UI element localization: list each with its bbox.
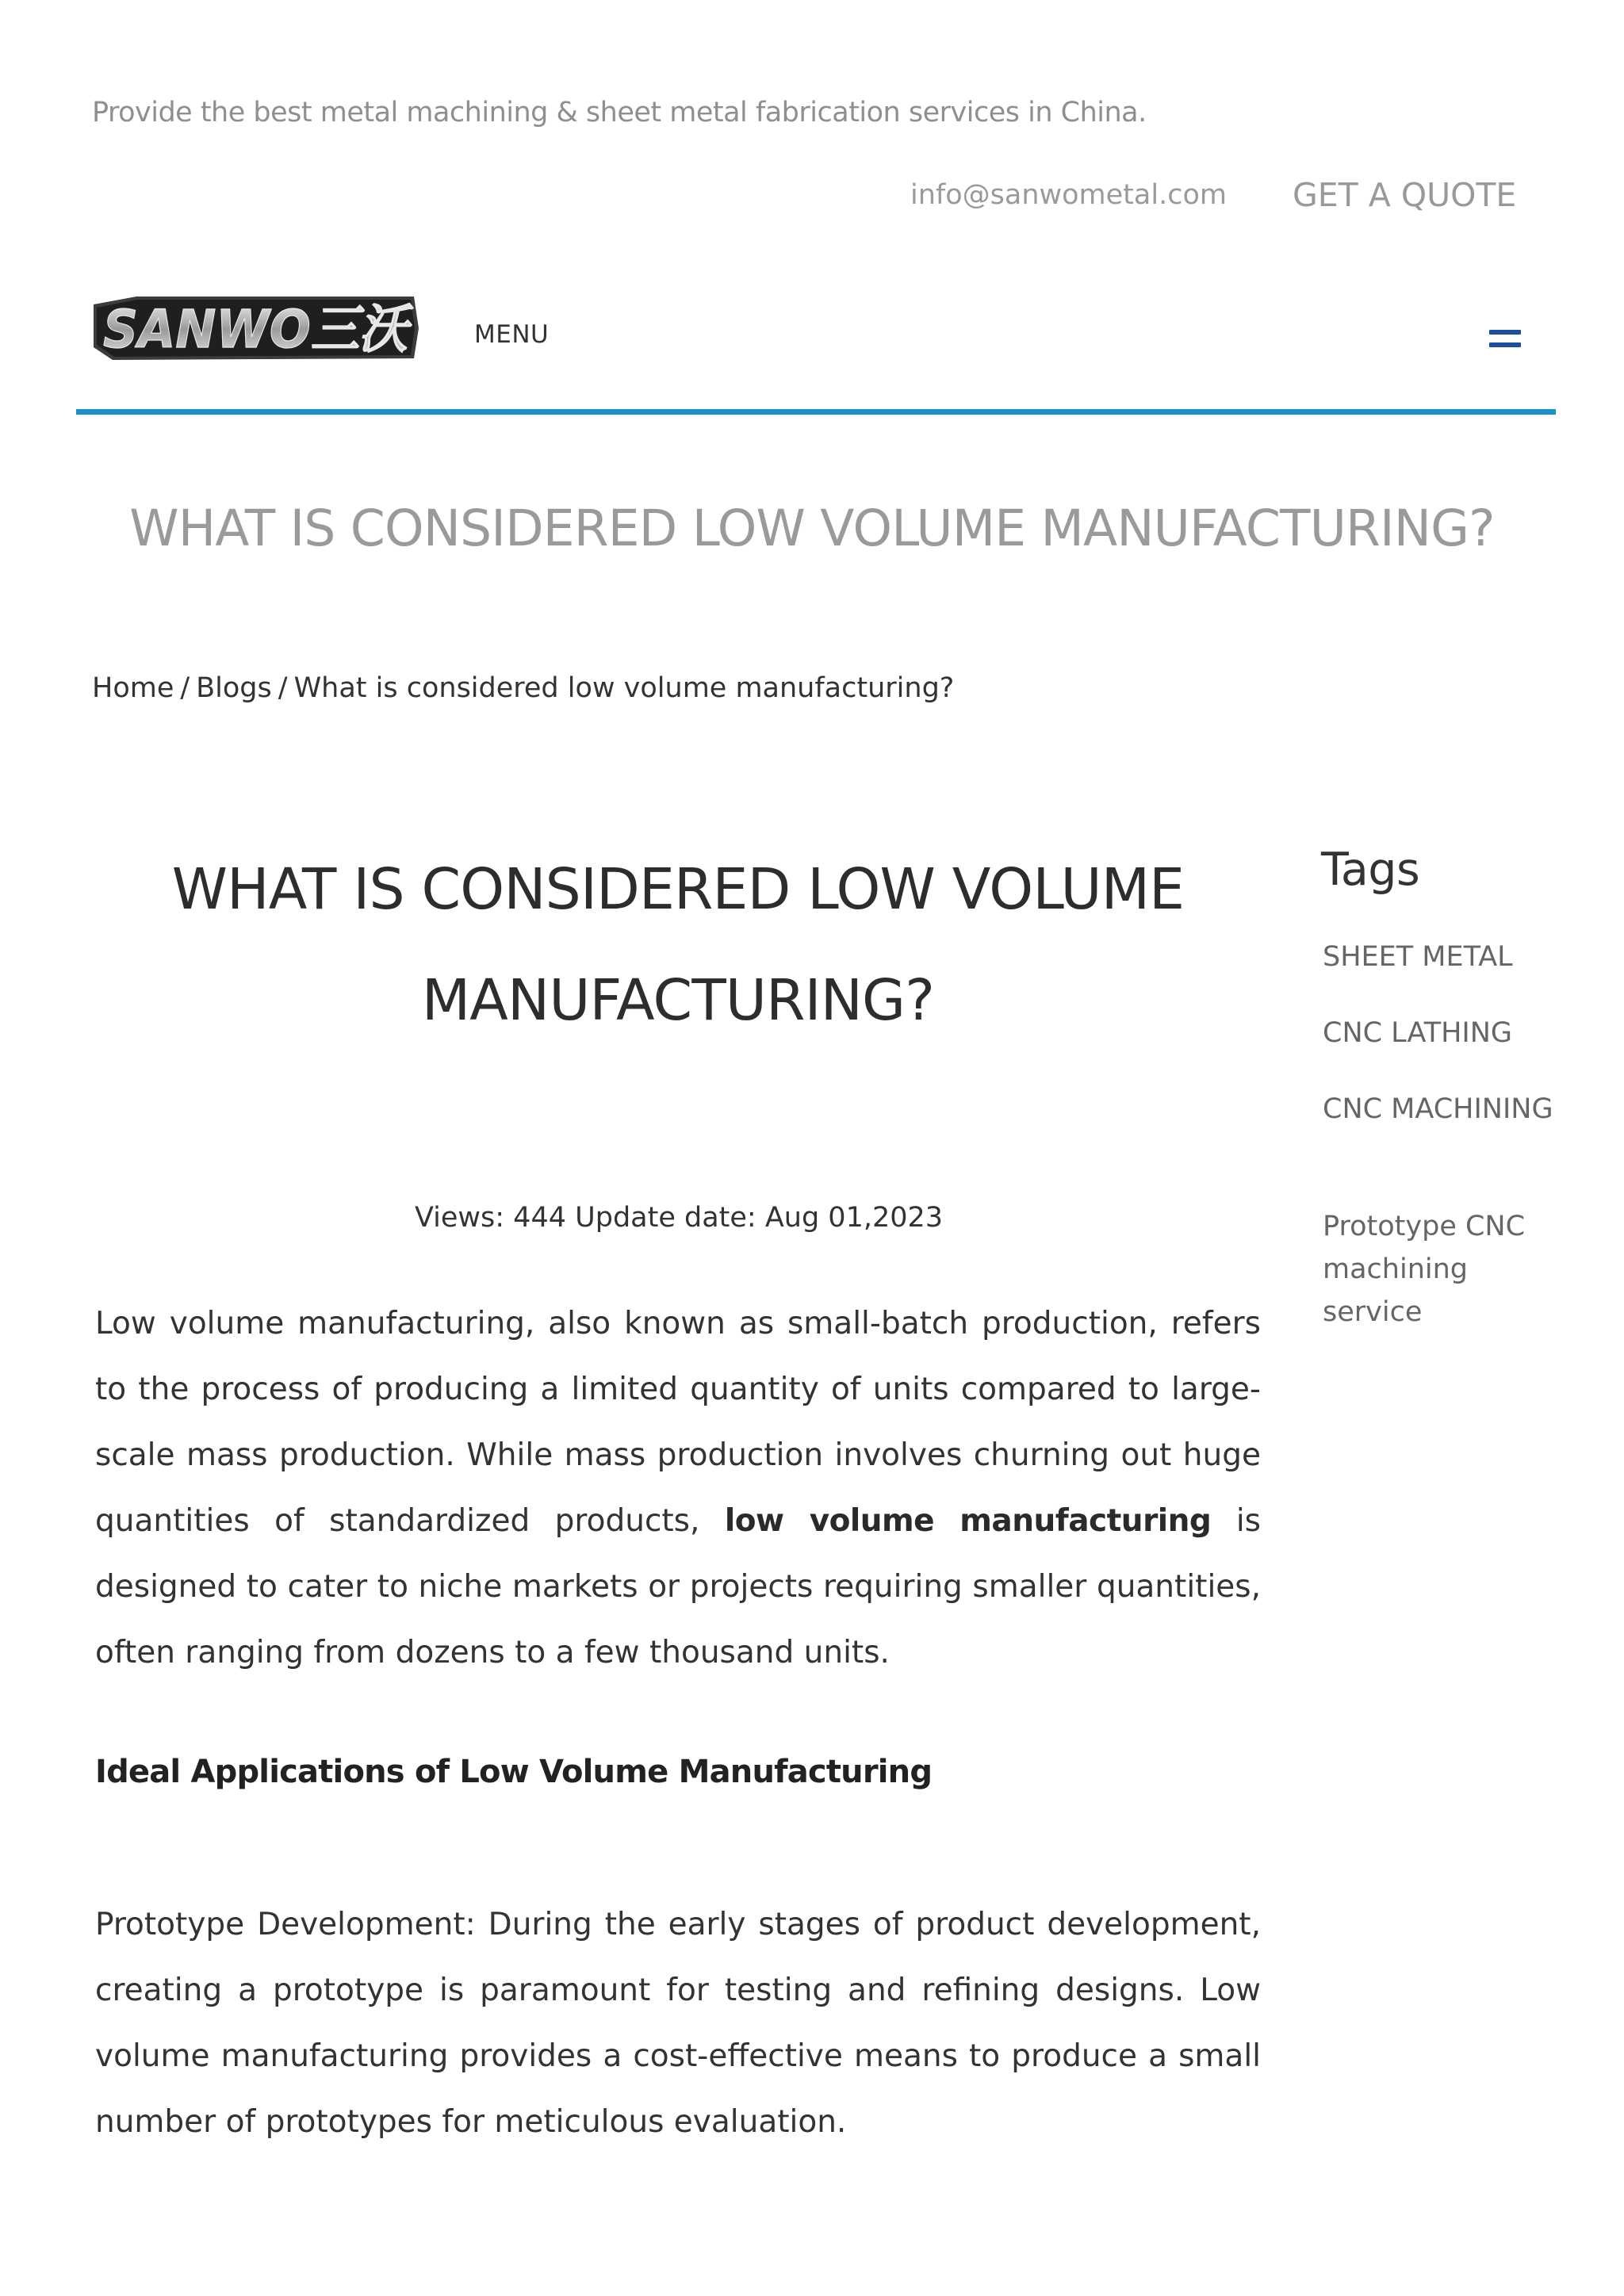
tag-cnc-machining[interactable]: CNC MACHINING: [1323, 1093, 1553, 1125]
hamburger-menu-icon[interactable]: [1489, 330, 1521, 349]
article-meta: Views: 444 Update date: Aug 01,2023: [414, 1202, 944, 1234]
article-subheading: Ideal Applications of Low Volume Manufacturing: [95, 1754, 933, 1790]
nav-divider: [76, 409, 1556, 415]
email-link[interactable]: info@sanwometal.com: [910, 179, 1227, 211]
article-paragraph-prototype: Prototype Development: During the early stages of product development, creating a prototype is paramount for testing and refining designs. Low volume manufacturing provides a cost-effective means to produce a small number of prototypes for meticulous evaluation.: [95, 1907, 1261, 2140]
article-title: WHAT IS CONSIDERED LOW VOLUME MANUFACTURING?: [171, 856, 1185, 1033]
intro-bold-keyword: low volume manufacturing: [724, 1503, 1212, 1539]
logo-text: SANWO三沃: [103, 299, 414, 360]
tag-sheet-metal[interactable]: SHEET METAL: [1323, 941, 1513, 973]
breadcrumb-separator: /: [278, 672, 288, 704]
tag-cnc-lathing[interactable]: CNC LATHING: [1323, 1017, 1513, 1049]
tag-prototype-cnc-machining[interactable]: Prototype CNC machining service: [1323, 1211, 1526, 1328]
intro-text-end: is designed to cater to niche markets or projects requiring smaller quantities, often ranging from dozens to a few thousand units.: [95, 1503, 1261, 1670]
intro-text-start: Low volume manufacturing, also known as small-batch production, refers to the process of producing a limited quantity of units compared to large-scale mass production. While mass production involves churning out huge quantities of standardized products,: [95, 1306, 1261, 1539]
breadcrumb: [92, 672, 954, 704]
breadcrumb-blogs[interactable]: Blogs: [196, 672, 272, 704]
menu-label[interactable]: MENU: [474, 320, 550, 349]
article-paragraph-intro: [95, 1291, 1261, 1686]
breadcrumb-home[interactable]: Home: [92, 672, 174, 704]
breadcrumb-separator: /: [180, 672, 190, 704]
get-a-quote-button[interactable]: GET A QUOTE: [1293, 176, 1517, 214]
header-tagline: Provide the best metal machining & sheet metal fabrication services in China.: [92, 97, 1147, 128]
page-banner-title: WHAT IS CONSIDERED LOW VOLUME MANUFACTURING?: [129, 499, 1495, 557]
breadcrumb-current: What is considered low volume manufacturing?: [293, 672, 955, 704]
tags-heading: Tags: [1321, 844, 1420, 896]
sanwo-logo[interactable]: [89, 292, 422, 365]
